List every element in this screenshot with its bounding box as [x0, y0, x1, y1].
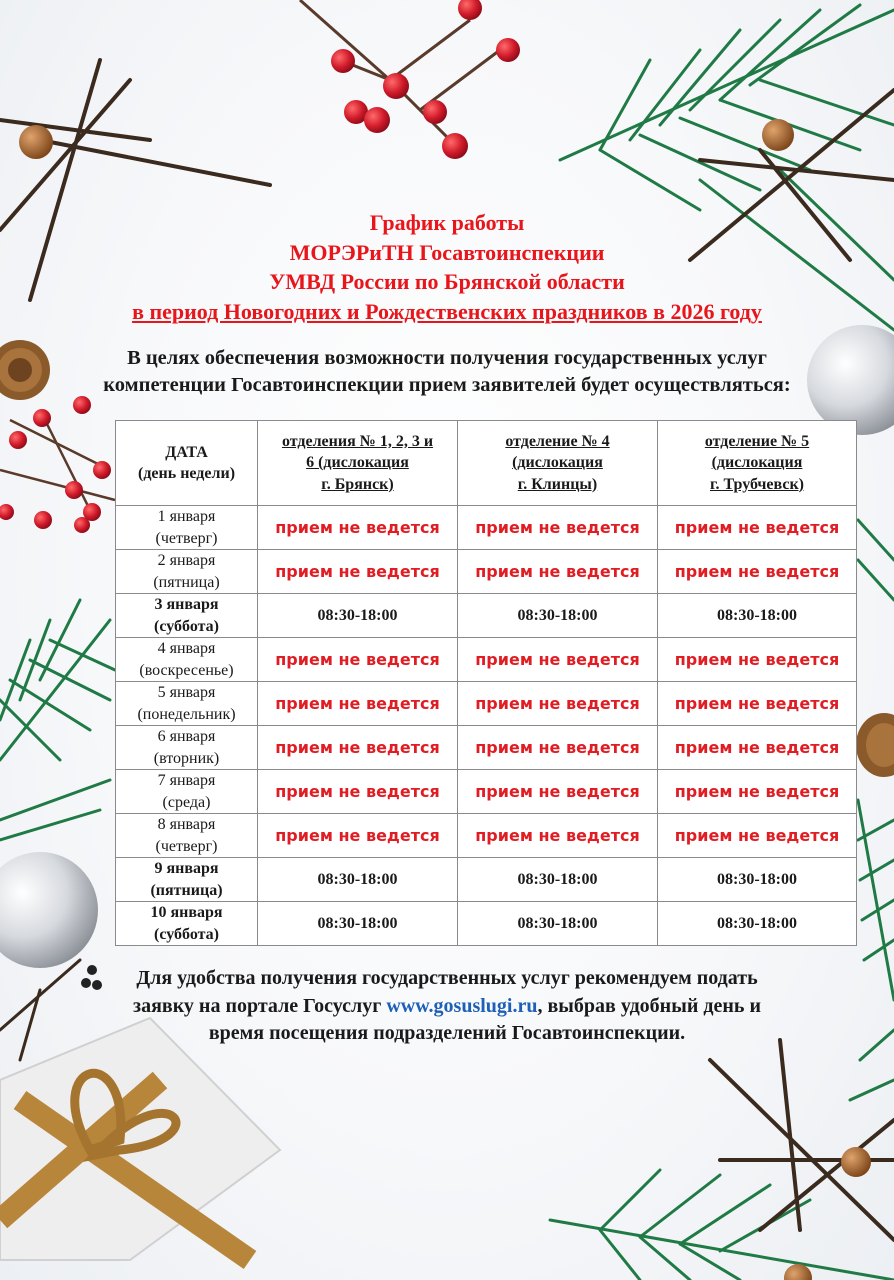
closed-cell: прием не ведется: [458, 638, 658, 682]
date-label: 5 января: [157, 684, 216, 701]
header-line: (дислокация: [711, 454, 803, 472]
closed-cell: прием не ведется: [658, 770, 857, 814]
weekday-label: (воскресенье): [139, 661, 234, 679]
header-line: ДАТА: [165, 443, 208, 461]
date-label: 10 января: [150, 904, 223, 921]
header-department-3: [658, 421, 857, 506]
gosuslugi-link[interactable]: www.gosuslugi.ru: [386, 994, 538, 1017]
closed-cell: прием не ведется: [458, 682, 658, 726]
gift-box: [0, 1018, 280, 1260]
date-cell: [116, 814, 258, 858]
red-berries-left: [0, 396, 111, 533]
table-row: [116, 638, 857, 682]
header-line: (дислокация: [512, 454, 603, 472]
header-line: (день недели): [137, 465, 236, 482]
table-row: [116, 814, 857, 858]
footer-line-1: Для удобства получения государственных услуг рекомендуем подать: [136, 967, 758, 989]
silver-ornament-left: [0, 852, 98, 968]
bronze-bead: [19, 125, 53, 159]
date-label: 2 января: [157, 552, 216, 569]
intro-line-1: В целях обеспечения возможности получения государственных услуг: [127, 347, 767, 369]
table-row: [116, 902, 857, 946]
hours-cell: 08:30-18:00: [258, 858, 458, 902]
intro-text: [0, 345, 894, 399]
weekday-label: (суббота): [154, 925, 219, 943]
footer-line-2-start: заявку на портале Госуслуг: [133, 994, 387, 1017]
closed-cell: прием не ведется: [258, 726, 458, 770]
footer-line-2-end: , выбрав удобный день и: [537, 994, 761, 1017]
date-label: 1 января: [157, 508, 216, 525]
pine-branch-left-middle: [0, 600, 115, 840]
weekday-label: (четверг): [155, 529, 218, 547]
table-row: [116, 726, 857, 770]
closed-cell: прием не ведется: [258, 550, 458, 594]
table-header-row: [116, 421, 857, 506]
date-label: 4 января: [157, 640, 216, 657]
header-date: [116, 421, 258, 506]
twig-branch-bottom-right: [710, 1040, 894, 1240]
footer-text: [0, 965, 894, 1048]
header-department-2: [458, 421, 658, 506]
closed-cell: прием не ведется: [258, 814, 458, 858]
closed-cell: прием не ведется: [458, 726, 658, 770]
table-row: [116, 550, 857, 594]
closed-cell: прием не ведется: [658, 726, 857, 770]
weekday-label: (среда): [162, 793, 211, 811]
red-berries-top: [331, 0, 520, 159]
berry-branch-top: [300, 0, 500, 140]
hours-cell: 08:30-18:00: [658, 594, 857, 638]
closed-cell: прием не ведется: [658, 682, 857, 726]
closed-cell: прием не ведется: [658, 814, 857, 858]
heading-line-1: График работы: [369, 210, 525, 235]
header-line: г. Трубчевск): [710, 475, 804, 493]
heading-line-2: МОРЭРиТН Госавтоинспекции: [289, 239, 605, 265]
closed-cell: прием не ведется: [258, 682, 458, 726]
date-label: 3 января: [154, 596, 219, 613]
date-cell: [116, 506, 258, 550]
closed-cell: прием не ведется: [258, 770, 458, 814]
weekday-label: (пятница): [153, 573, 220, 591]
closed-cell: прием не ведется: [658, 550, 857, 594]
hours-cell: 08:30-18:00: [658, 858, 857, 902]
closed-cell: прием не ведется: [458, 506, 658, 550]
intro-line-2: компетенции Госавтоинспекции прием заявителей будет осуществляться:: [103, 374, 791, 396]
date-cell: [116, 638, 258, 682]
bronze-bead: [762, 119, 794, 151]
closed-cell: прием не ведется: [458, 814, 658, 858]
weekday-label: (суббота): [154, 617, 219, 635]
footer-line-2: [0, 993, 894, 1021]
heading-line-3: УМВД России по Брянской области: [269, 269, 625, 294]
bronze-bead: [841, 1147, 871, 1177]
date-cell: [116, 682, 258, 726]
table-row: [116, 594, 857, 638]
date-cell: [116, 550, 258, 594]
table-row: [116, 506, 857, 550]
date-cell: [116, 726, 258, 770]
hours-cell: 08:30-18:00: [658, 902, 857, 946]
table-row: [116, 770, 857, 814]
closed-cell: прием не ведется: [658, 506, 857, 550]
hours-cell: 08:30-18:00: [458, 858, 658, 902]
header-line: отделения № 1, 2, 3 и: [281, 432, 434, 450]
weekday-label: (четверг): [155, 837, 218, 855]
table-body: [116, 506, 857, 946]
weekday-label: (пятница): [150, 881, 223, 899]
footer-line-3: время посещения подразделений Госавтоинспекции.: [208, 1022, 686, 1044]
header-line: г. Брянск): [321, 475, 394, 493]
closed-cell: прием не ведется: [258, 638, 458, 682]
date-cell: [116, 594, 258, 638]
weekday-label: (понедельник): [137, 705, 236, 723]
header-line: отделение № 5: [704, 432, 810, 450]
table-row: [116, 682, 857, 726]
hours-cell: 08:30-18:00: [258, 594, 458, 638]
header-line: отделение № 4: [505, 432, 610, 450]
closed-cell: прием не ведется: [458, 550, 658, 594]
date-label: 8 января: [157, 816, 216, 833]
closed-cell: прием не ведется: [258, 506, 458, 550]
date-label: 6 января: [157, 728, 216, 745]
schedule-heading: [0, 208, 894, 326]
hours-cell: 08:30-18:00: [258, 902, 458, 946]
table-row: [116, 858, 857, 902]
hours-cell: 08:30-18:00: [458, 594, 658, 638]
header-department-1: [258, 421, 458, 506]
date-cell: [116, 902, 258, 946]
date-cell: [116, 770, 258, 814]
date-label: 9 января: [154, 860, 219, 877]
header-line: г. Клинцы): [517, 475, 598, 493]
heading-line-4: в период Новогодних и Рождественских праздников в 2026 году: [132, 298, 762, 324]
header-line: 6 (дислокация: [306, 454, 409, 472]
pine-branch-bottom-right: [550, 1030, 894, 1280]
hours-cell: 08:30-18:00: [458, 902, 658, 946]
closed-cell: прием не ведется: [658, 638, 857, 682]
date-cell: [116, 858, 258, 902]
closed-cell: прием не ведется: [458, 770, 658, 814]
schedule-table: [115, 420, 857, 946]
date-label: 7 января: [157, 772, 216, 789]
pinecone-right: [856, 713, 894, 777]
weekday-label: (вторник): [153, 749, 220, 767]
